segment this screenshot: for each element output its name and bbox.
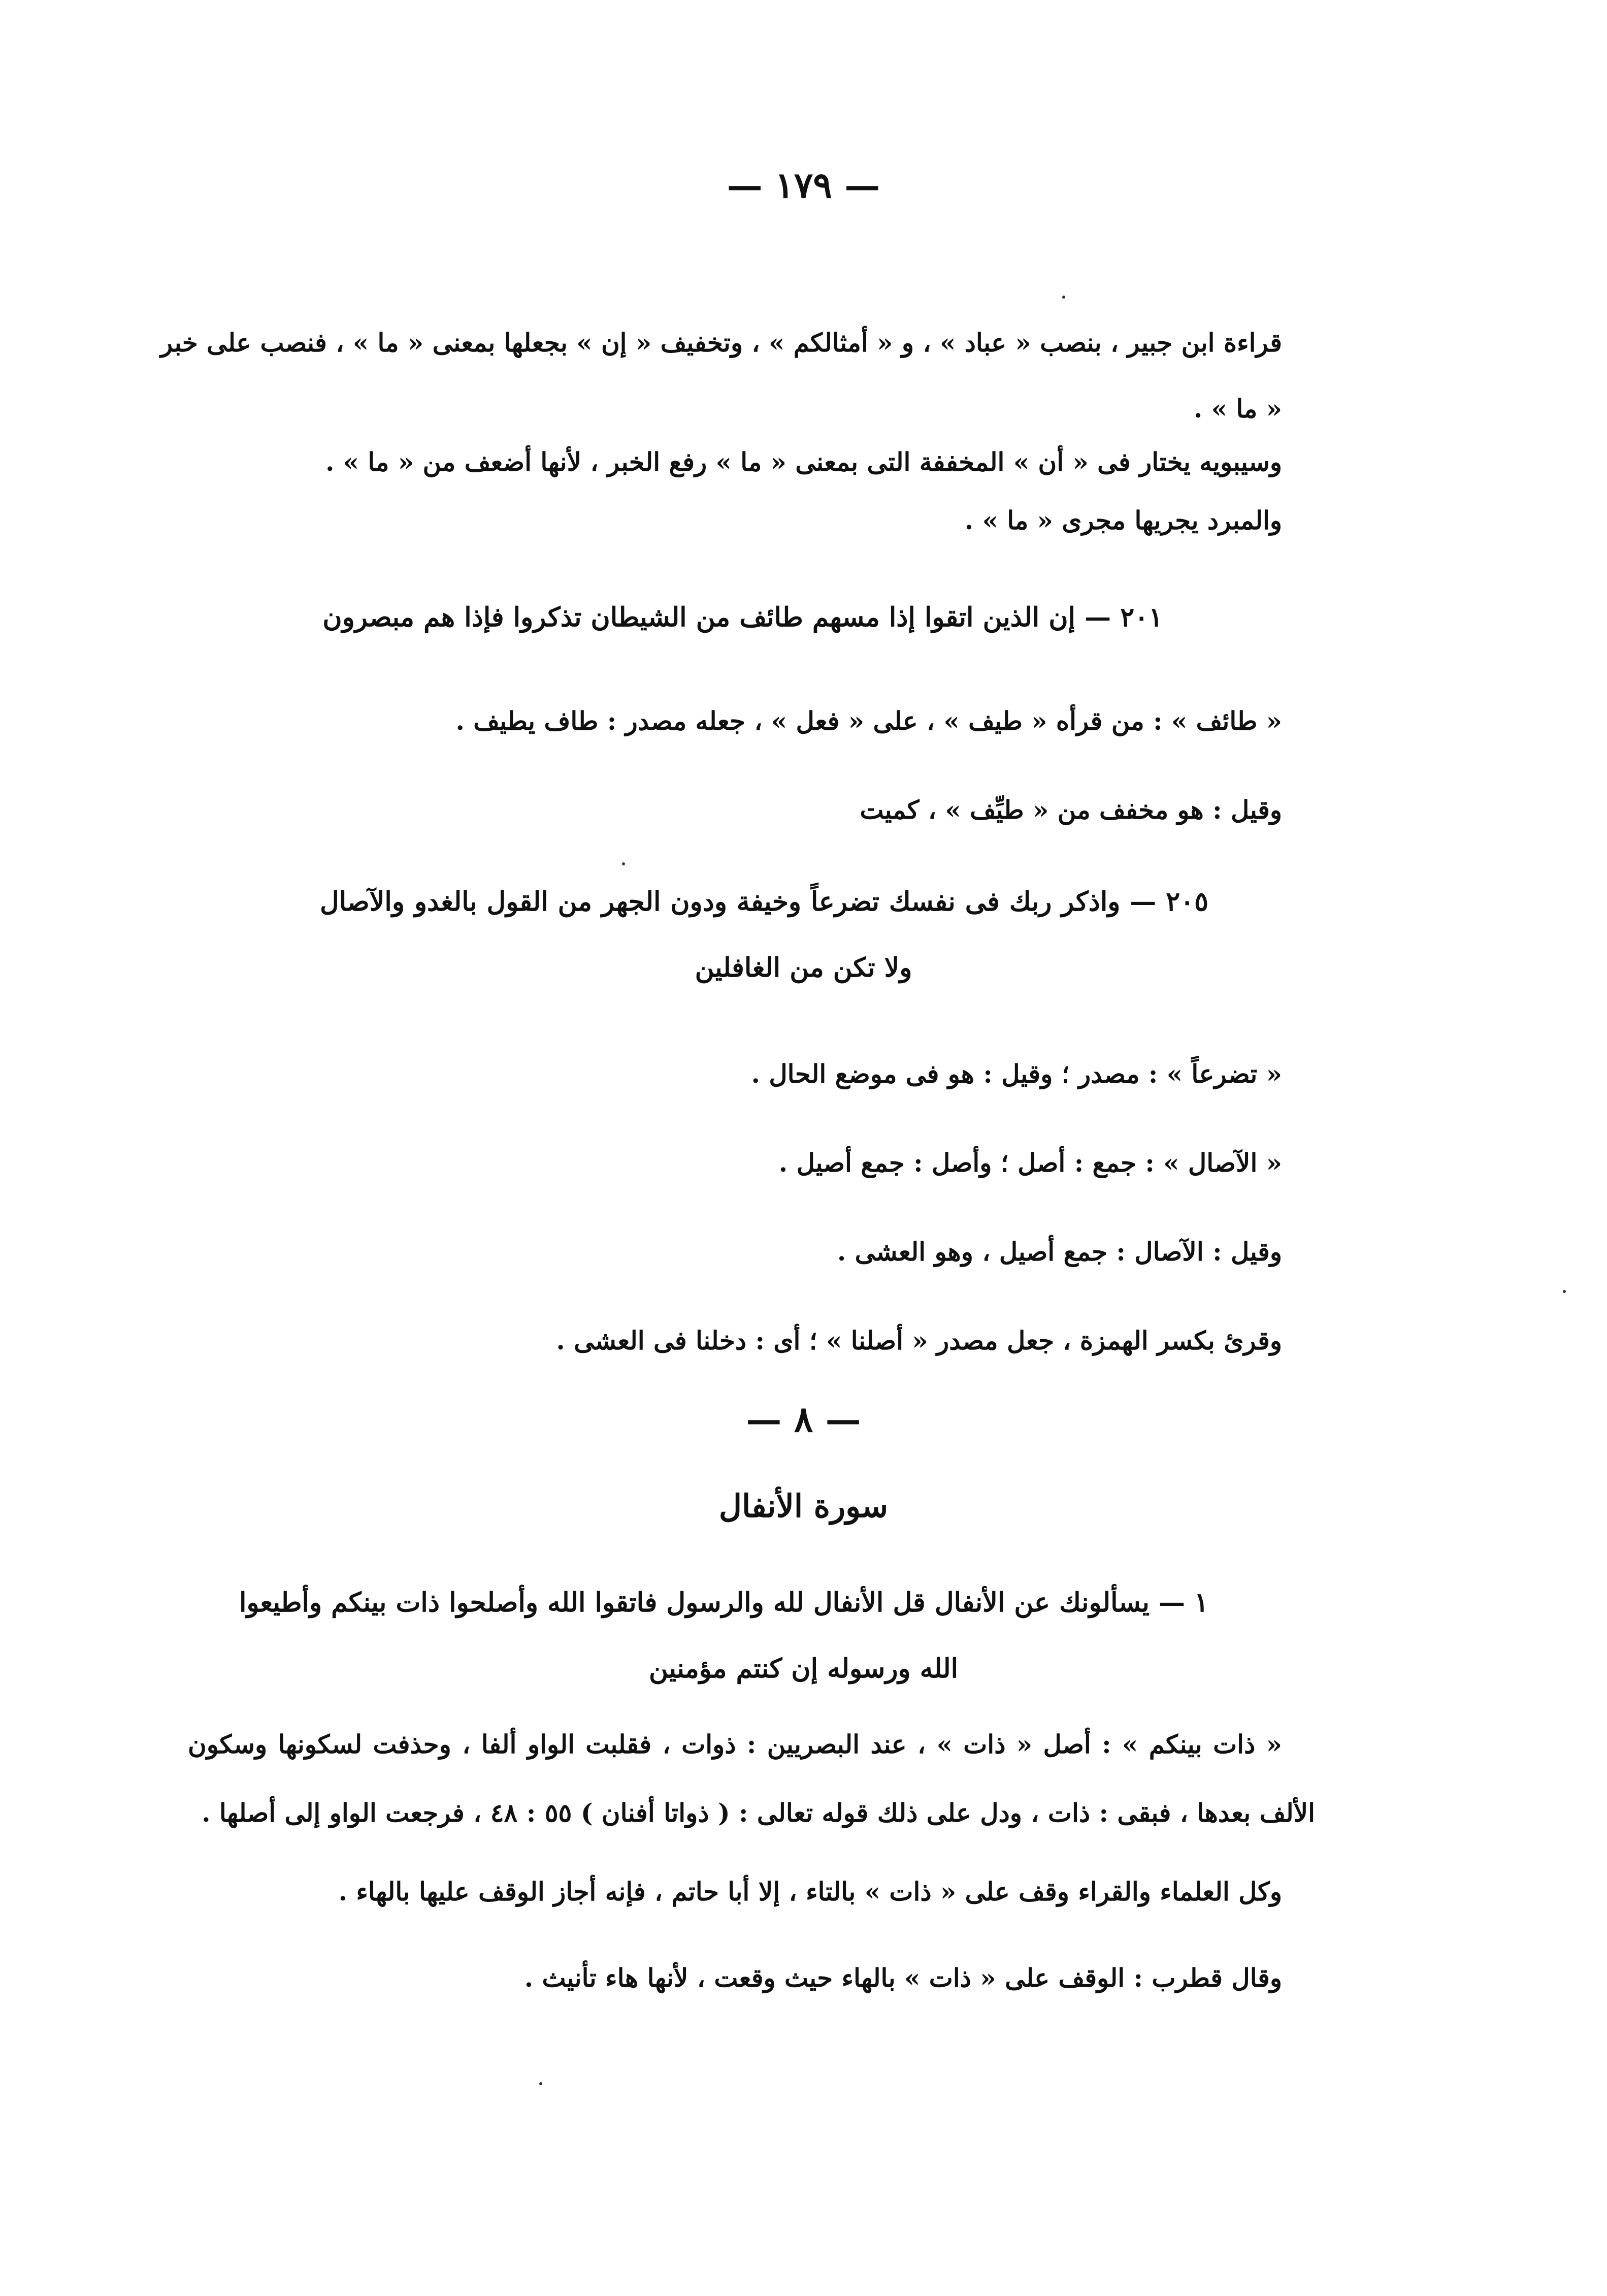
chapter-title: سورة الأنفال bbox=[718, 1487, 889, 1525]
text-line: « ما » . bbox=[1193, 394, 1282, 424]
chapter-number: — ٨ — bbox=[746, 1398, 861, 1440]
text-line: وسيبويه يختار فى « أن » المخففة التى بمعنى « ما » رفع الخبر ، لأنها أضعف من « ما » . bbox=[325, 447, 1282, 477]
text-line: وكل العلماء والقراء وقف على « ذات » بالتاء ، إلا أبا حاتم ، فإنه أجاز الوقف عليها بالهاء . bbox=[338, 1877, 1282, 1906]
text-line: « الآصال » : جمع : أصل ؛ وأصل : جمع أصيل . bbox=[778, 1148, 1282, 1178]
text-line: الألف بعدها ، فبقى : ذات ، ودل على ذلك قوله تعالى : ( ذواتا أفنان ) ٥٥ : ٤٨ ، فرجعت الواو إلى أصلها . bbox=[202, 1798, 1315, 1828]
text-line: « طائف » : من قرأه « طيف » ، على « فعل » ، جعله مصدر : طاف يطيف . bbox=[455, 706, 1282, 736]
text-line: وقيل : هو مخفف من « طيِّف » ، كميت bbox=[860, 795, 1282, 825]
quran-verse: الله ورسوله إن كنتم مؤمنين bbox=[648, 1653, 959, 1684]
text-line: والمبرد يجريها مجرى « ما » . bbox=[964, 505, 1282, 535]
quran-verse: ١ — يسألونك عن الأنفال قل الأنفال لله والرسول فاتقوا الله وأصلحوا ذات بينكم وأطيعوا bbox=[239, 1587, 1208, 1618]
text-line: وقال قطرب : الوقف على « ذات » بالهاء حيث وقعت ، لأنها هاء تأنيث . bbox=[524, 1963, 1282, 1993]
speck bbox=[539, 2082, 542, 2085]
text-line: « تضرعاً » : مصدر ؛ وقيل : هو فى موضع الحال . bbox=[751, 1059, 1282, 1089]
speck bbox=[1563, 1290, 1566, 1293]
quran-verse: ٢٠٥ — واذكر ربك فى نفسك تضرعاً وخيفة ودون الجهر من القول بالغدو والآصال bbox=[320, 886, 1208, 917]
text-line: وقرئ بكسر الهمزة ، جعل مصدر « أصلنا » ؛ أى : دخلنا فى العشى . bbox=[556, 1325, 1282, 1355]
text-line: وقيل : الآصال : جمع أصيل ، وهو العشى . bbox=[837, 1237, 1282, 1267]
text-line: « ذات بينكم » : أصل « ذات » ، عند البصريين : ذوات ، فقلبت الواو ألفا ، وحذفت لسكونها وسكون bbox=[188, 1729, 1282, 1759]
speck bbox=[622, 862, 625, 865]
speck bbox=[1062, 296, 1065, 299]
page-number: — ١٧٩ — bbox=[727, 164, 880, 206]
text-line: قراءة ابن جبير ، بنصب « عباد » ، و « أمثالكم » ، وتخفيف « إن » بجعلها بمعنى « ما » ، فنصب على خبر bbox=[160, 328, 1282, 358]
quran-verse: ولا تكن من الغافلين bbox=[695, 952, 912, 983]
quran-verse: ٢٠١ — إن الذين اتقوا إذا مسهم طائف من الشيطان تذكروا فإذا هم مبصرون bbox=[322, 602, 1163, 633]
